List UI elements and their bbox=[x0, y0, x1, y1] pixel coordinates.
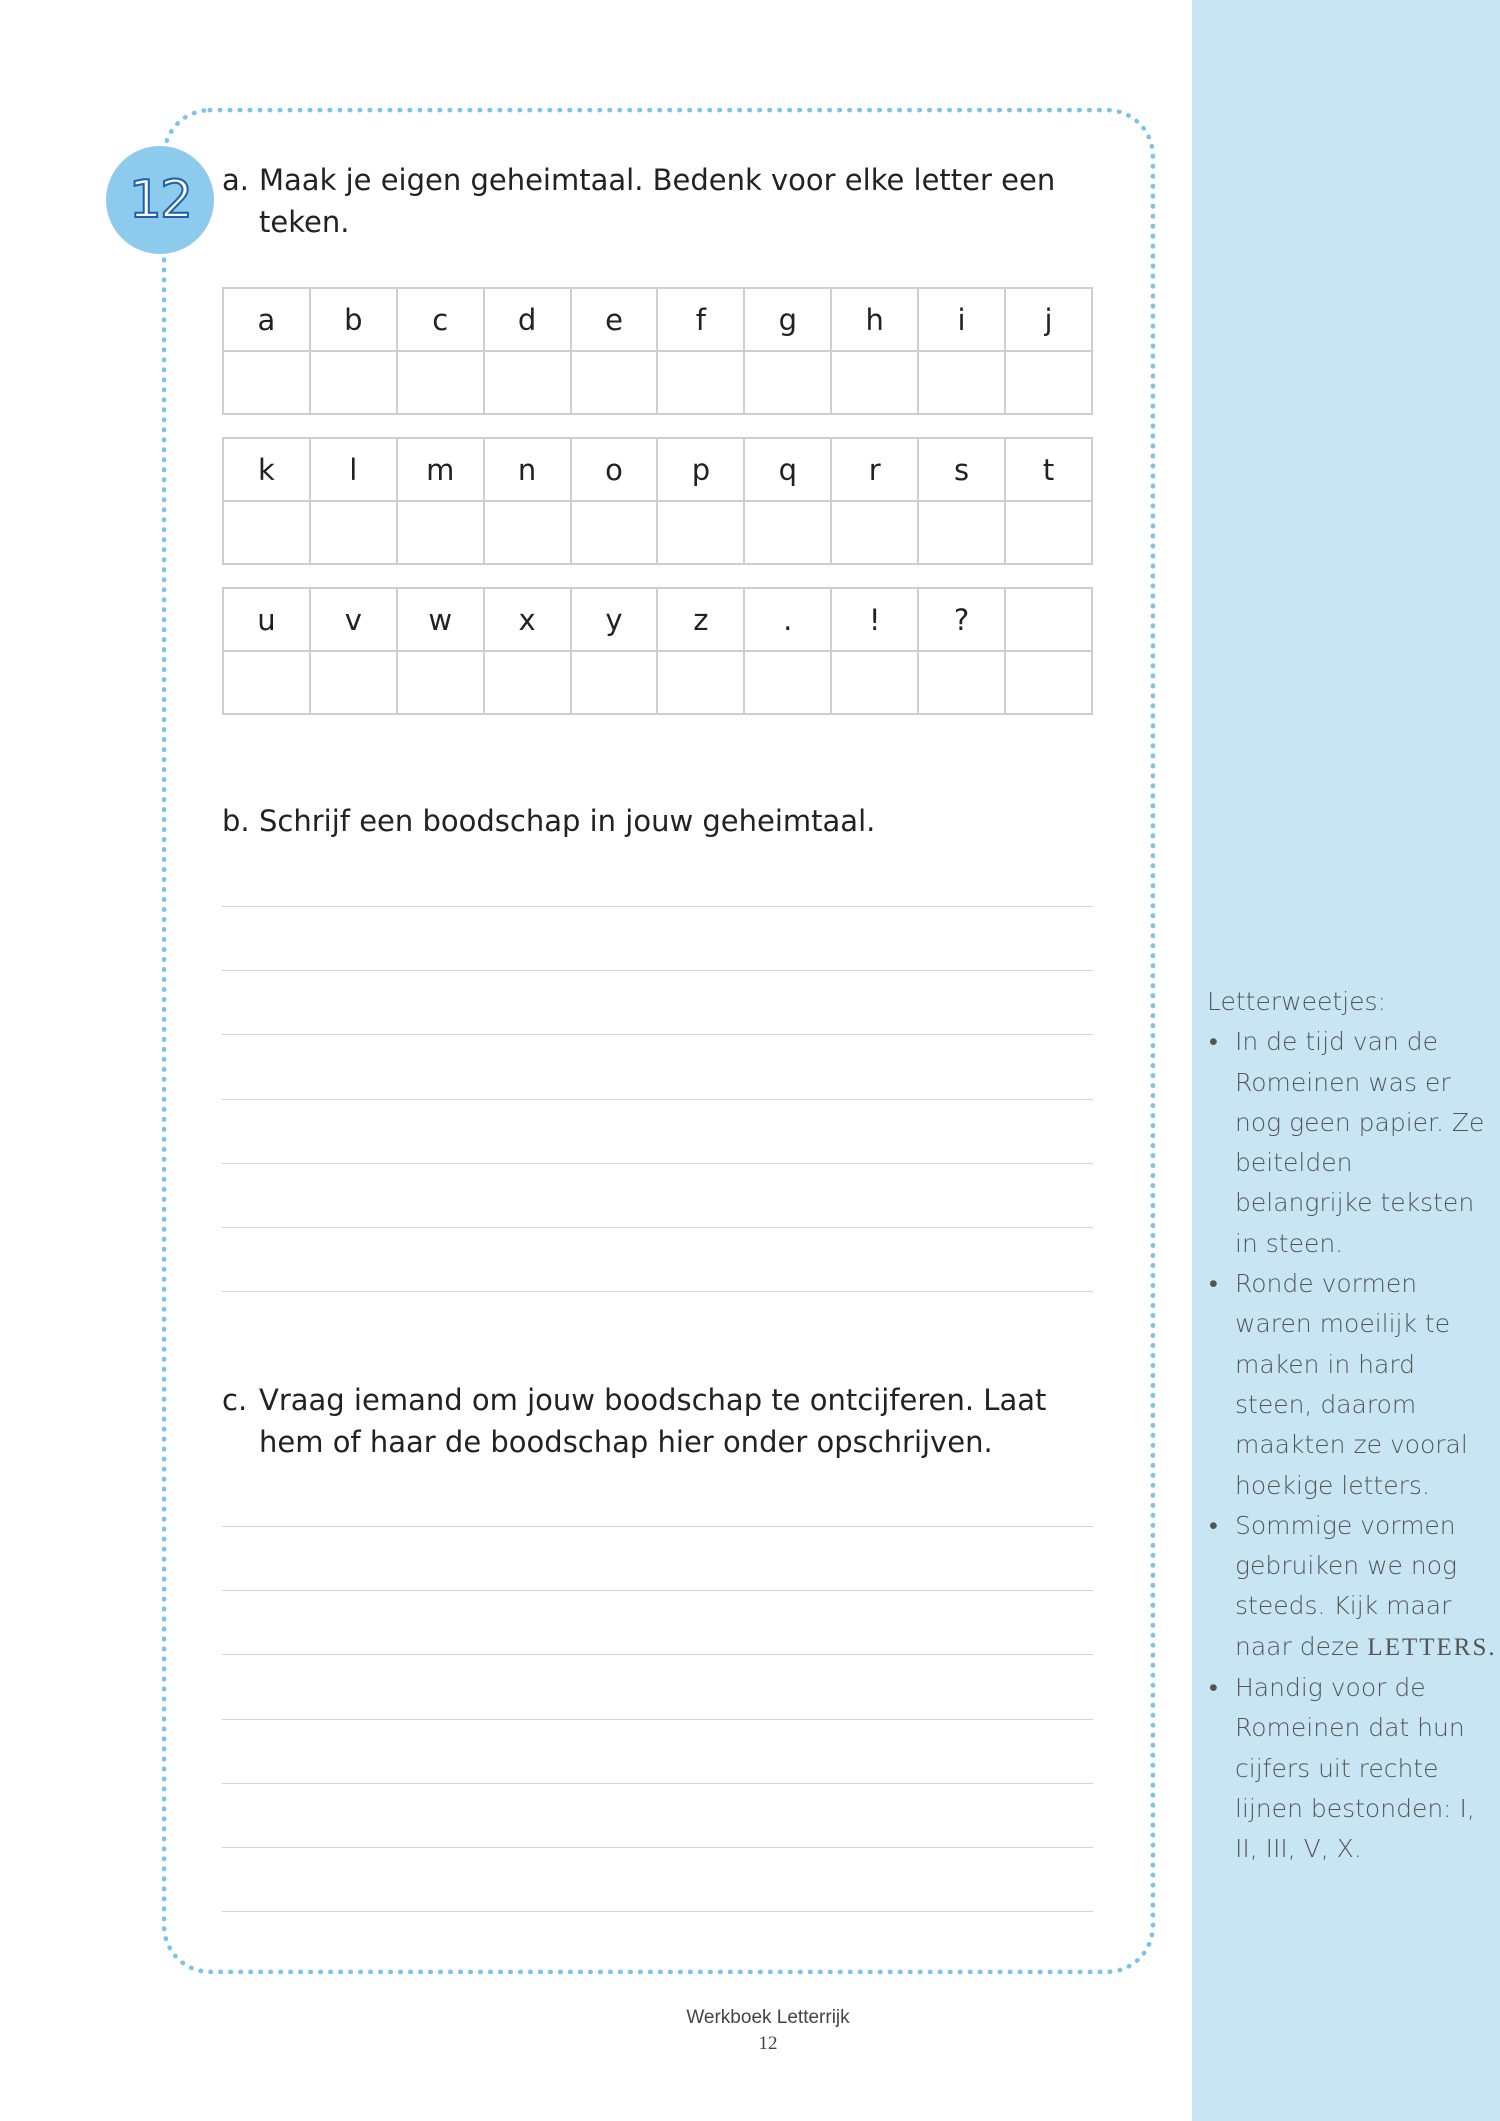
letter-table-2 bbox=[222, 437, 1093, 565]
symbol-cell[interactable] bbox=[484, 501, 571, 564]
letter-cell: q bbox=[744, 438, 831, 501]
symbol-cell[interactable] bbox=[1005, 651, 1092, 714]
symbol-cell[interactable] bbox=[831, 351, 918, 414]
symbol-cell[interactable] bbox=[657, 501, 744, 564]
letter-cell: n bbox=[484, 438, 571, 501]
letter-cell: y bbox=[571, 588, 658, 651]
symbol-cell[interactable] bbox=[223, 351, 310, 414]
writing-line[interactable] bbox=[222, 1099, 1093, 1100]
letter-cell: p bbox=[657, 438, 744, 501]
symbol-cell[interactable] bbox=[918, 651, 1005, 714]
letter-cell: r bbox=[831, 438, 918, 501]
letter-cell: . bbox=[744, 588, 831, 651]
letter-cell: b bbox=[310, 288, 397, 351]
symbol-cell[interactable] bbox=[397, 501, 484, 564]
letter-cell: t bbox=[1005, 438, 1092, 501]
symbol-cell[interactable] bbox=[831, 501, 918, 564]
symbol-cell[interactable] bbox=[918, 351, 1005, 414]
letter-cell: a bbox=[223, 288, 310, 351]
symbol-cell[interactable] bbox=[484, 351, 571, 414]
writing-line[interactable] bbox=[222, 906, 1093, 907]
exercise-number: 12 bbox=[128, 170, 192, 230]
symbol-cell[interactable] bbox=[571, 351, 658, 414]
fact-item: • In de tijd van de Romeinen was er nog geen papier. Ze beitelden belangrijke teksten in steen. bbox=[1207, 1022, 1497, 1264]
writing-line[interactable] bbox=[222, 1783, 1093, 1784]
letter-facts-title: Letterweetjes: bbox=[1207, 987, 1386, 1016]
letter-cell bbox=[1005, 588, 1092, 651]
symbol-cell[interactable] bbox=[657, 351, 744, 414]
fact-item: • Handig voor de Romeinen dat hun cijfers uit rechte lijnen bestonden: I, II, III, V, X. bbox=[1207, 1668, 1497, 1869]
symbol-cell[interactable] bbox=[397, 351, 484, 414]
symbol-cell[interactable] bbox=[571, 651, 658, 714]
letter-table-1 bbox=[222, 287, 1093, 415]
writing-line[interactable] bbox=[222, 1847, 1093, 1848]
letter-cell: w bbox=[397, 588, 484, 651]
symbol-cell[interactable] bbox=[310, 651, 397, 714]
letter-cell: c bbox=[397, 288, 484, 351]
writing-line[interactable] bbox=[222, 1034, 1093, 1035]
symbol-cell[interactable] bbox=[223, 651, 310, 714]
symbol-cell[interactable] bbox=[657, 651, 744, 714]
writing-line[interactable] bbox=[222, 1291, 1093, 1292]
symbol-cell[interactable] bbox=[918, 501, 1005, 564]
fact-emphasis: LETTERS. bbox=[1367, 1633, 1497, 1661]
letter-cell: e bbox=[571, 288, 658, 351]
symbol-cell[interactable] bbox=[397, 651, 484, 714]
question-b bbox=[222, 800, 875, 842]
letter-cell: x bbox=[484, 588, 571, 651]
symbol-cell[interactable] bbox=[310, 501, 397, 564]
letter-cell: m bbox=[397, 438, 484, 501]
symbol-cell[interactable] bbox=[744, 651, 831, 714]
letter-table-3 bbox=[222, 587, 1093, 715]
fact-item: • Ronde vormen waren moeilijk te maken in hard steen, daarom maakten ze vooral hoekige letters. bbox=[1207, 1264, 1497, 1506]
writing-line[interactable] bbox=[222, 1163, 1093, 1164]
letter-cell: u bbox=[223, 588, 310, 651]
symbol-cell[interactable] bbox=[1005, 501, 1092, 564]
question-c bbox=[222, 1379, 1102, 1463]
writing-line[interactable] bbox=[222, 1227, 1093, 1228]
letter-cell: g bbox=[744, 288, 831, 351]
letter-cell: z bbox=[657, 588, 744, 651]
letter-cell: o bbox=[571, 438, 658, 501]
question-label: a. bbox=[222, 163, 249, 197]
letter-cell: k bbox=[223, 438, 310, 501]
letter-cell: f bbox=[657, 288, 744, 351]
letter-cell: i bbox=[918, 288, 1005, 351]
letter-cell: s bbox=[918, 438, 1005, 501]
fact-text: Sommige vormen gebruiken we nog steeds. Kijk maar naar deze bbox=[1235, 1510, 1457, 1661]
symbol-cell[interactable] bbox=[744, 351, 831, 414]
question-text: Schrijf een boodschap in jouw geheimtaal. bbox=[259, 804, 876, 838]
letter-cell: ? bbox=[918, 588, 1005, 651]
letter-cell: ! bbox=[831, 588, 918, 651]
symbol-cell[interactable] bbox=[744, 501, 831, 564]
fact-item bbox=[1207, 1506, 1497, 1668]
page-number: 12 bbox=[758, 2033, 778, 2054]
writing-line[interactable] bbox=[222, 1911, 1093, 1912]
letter-cell: j bbox=[1005, 288, 1092, 351]
symbol-cell[interactable] bbox=[571, 501, 658, 564]
question-a bbox=[222, 159, 1102, 243]
letter-cell: h bbox=[831, 288, 918, 351]
question-text: Vraag iemand om jouw boodschap te ontcijferen. Laat hem of haar de boodschap hier onder opschrijven. bbox=[259, 1383, 1047, 1459]
letter-cell: d bbox=[484, 288, 571, 351]
footer-title: Werkboek Letterrijk bbox=[686, 2007, 850, 2028]
writing-line[interactable] bbox=[222, 1526, 1093, 1527]
letter-cell: l bbox=[310, 438, 397, 501]
writing-line[interactable] bbox=[222, 970, 1093, 971]
exercise-number-badge bbox=[106, 146, 214, 254]
writing-line[interactable] bbox=[222, 1719, 1093, 1720]
writing-line[interactable] bbox=[222, 1590, 1093, 1591]
writing-line[interactable] bbox=[222, 1654, 1093, 1655]
symbol-cell[interactable] bbox=[484, 651, 571, 714]
letter-facts bbox=[1207, 982, 1497, 1870]
question-label: c. bbox=[222, 1383, 248, 1417]
letter-cell: v bbox=[310, 588, 397, 651]
symbol-cell[interactable] bbox=[310, 351, 397, 414]
symbol-cell[interactable] bbox=[223, 501, 310, 564]
question-label: b. bbox=[222, 804, 250, 838]
symbol-cell[interactable] bbox=[1005, 351, 1092, 414]
question-text: Maak je eigen geheimtaal. Bedenk voor elke letter een teken. bbox=[259, 163, 1056, 239]
symbol-cell[interactable] bbox=[831, 651, 918, 714]
